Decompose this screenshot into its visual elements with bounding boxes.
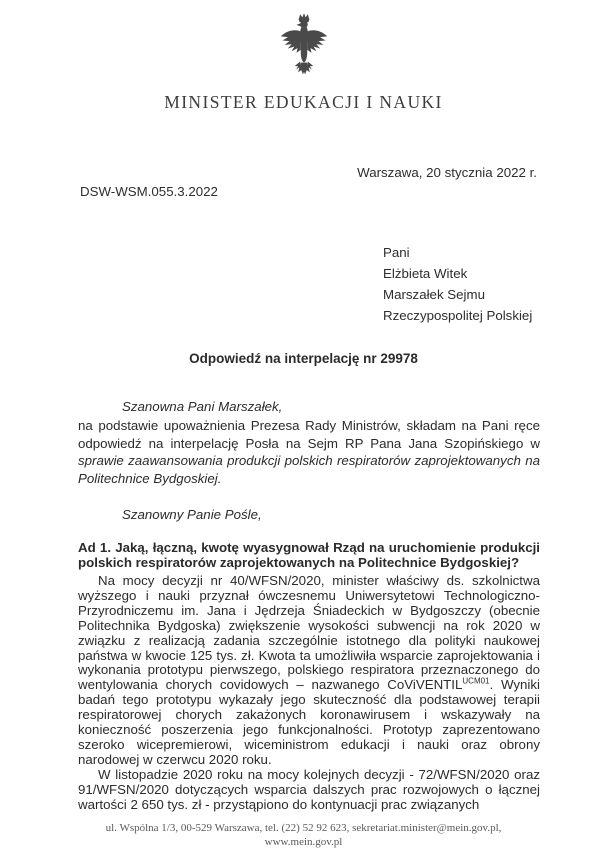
respirator-model-superscript: UCM01 [462, 676, 490, 686]
intro-paragraph [78, 417, 540, 487]
reference-number: DSW-WSM.055.3.2022 [80, 184, 218, 199]
addressee-line-role: Marszałek Sejmu [383, 287, 485, 302]
polish-eagle-icon [276, 12, 332, 82]
footer-address-line: ul. Wspólna 1/3, 00-529 Warszawa, tel. (22) 52 92 623, sekretariat.minister@mein.gov.pl, [105, 822, 502, 834]
intro-paragraph-text: na podstawie upoważnienia Prezesa Rady Ministrów, składam na Pani ręce odpowiedź na interpelację Posła na Sejm RP Pana Jana Szopińskiego w [78, 418, 540, 451]
letter-footer [0, 821, 607, 849]
place-and-date: Warszawa, 20 stycznia 2022 r. [357, 165, 537, 180]
interpellation-case-title: sprawie zaawansowania produkcji polskich respiratorów zaprojektowanych na Politechnice Bydgoskiej. [78, 453, 540, 486]
answer-1-paragraph-1 [78, 574, 540, 768]
answer-1-text-part-2: . Wyniki badań tego prototypu wykazały jego skuteczność dla podstawowej terapii respiratorowej chorych zakażonych koronawirusem i wskazywały na konieczność poszerzenia jego funkcjonalności. Prototyp zaprezentowano szeroko wicepremierowi, wiceministrom edukacji i nauki oraz obrony narodowej w czerwcu 2020 roku. [78, 677, 540, 767]
salutation-posel: Szanowny Panie Pośle, [122, 507, 262, 522]
salutation-marszalek: Szanowna Pani Marszałek, [122, 399, 283, 414]
subject-line: Odpowiedź na interpelację nr 29978 [189, 351, 418, 366]
answer-1-paragraph-2: W listopadzie 2020 roku na mocy kolejnych decyzji - 72/WFSN/2020 oraz 91/WFSN/2020 dotyczących wsparcia dalszych prac rozwojowych o łącznej wartości 2 650 tys. zł - przystąpiono do kontynuacji prac związanych [78, 766, 540, 812]
letterhead-title: MINISTER EDUKACJI I NAUKI [164, 92, 443, 112]
addressee-line-name: Elżbieta Witek [383, 266, 468, 281]
addressee-line-salutation: Pani [383, 245, 410, 260]
question-1-heading: Ad 1. Jaką, łączną, kwotę wyasygnował Rząd na uruchomienie produkcji polskich respiratorów zaprojektowanych na Politechnice Bydgoskiej? [78, 540, 540, 571]
answer-1-text-part-1: Na mocy decyzji nr 40/WFSN/2020, minister właściwy ds. szkolnictwa wyższego i nauki przyznał ówczesnemu Uniwersytetowi Technologiczno-Przyrodniczemu im. Jana i Jędrzeja Śniadeckich w Bydgoszczy (obecnie Politechnika Bydgoska) zwiększenie wysokości subwencji na rok 2020 w związku z realizacją zadania szczególnie istotnego dla polityki naukowej państwa w kwocie 125 tys. zł. Kwota ta umożliwiła wsparcie zaprojektowania i wykonania prototypu pierwszego, polskiego respiratora przeznaczonego do wentylowania chorych covidowych – nazwanego CoViVENTIL [78, 573, 540, 693]
addressee-block [383, 242, 532, 326]
footer-website: www.mein.gov.pl [264, 836, 343, 848]
addressee-line-institution: Rzeczypospolitej Polskiej [383, 308, 533, 323]
answer-1-block [78, 574, 540, 813]
